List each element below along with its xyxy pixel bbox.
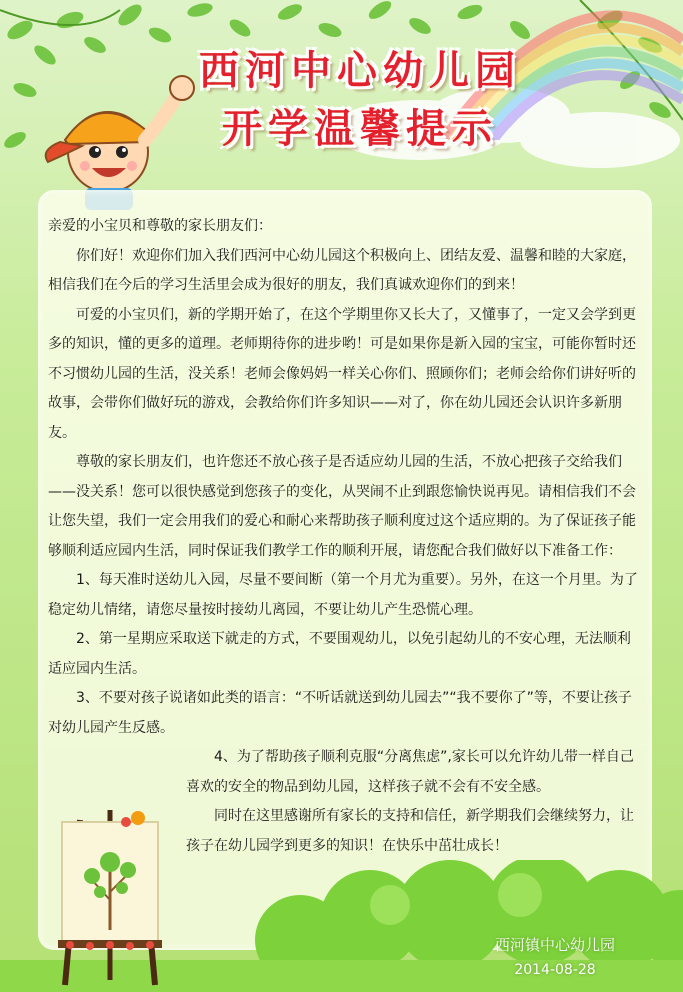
letter-body: [48, 212, 644, 861]
list-item-3: 3、不要对孩子说诸如此类的语言：“不听话就送到幼儿园去”“我不要你了”等，不要让孩子对幼儿园产生反感。: [48, 690, 632, 736]
title-line-notice: 开学温馨提示: [222, 105, 498, 152]
signature-name: 西河镇中心幼儿园: [494, 936, 615, 954]
paragraph-welcome: 你们好！欢迎你们加入我们西河中心幼儿园这个积极向上、团结友爱、温馨和睦的大家庭，相信我们在今后的学习生活里会成为很好的朋友，我们真诚欢迎你们的到来！: [48, 247, 636, 293]
list-item-1: 1、每天准时送幼儿入园，尽量不要间断（第一个月尤为重要）。另外，在这一个月里。为了稳定幼儿情绪，请您尽量按时接幼儿离园，不要让幼儿产生恐慌心理。: [48, 572, 638, 618]
poster-title: [150, 42, 570, 158]
paragraph-parents: 尊敬的家长朋友们，也许您还不放心孩子是否适应幼儿园的生活，不放心把孩子交给我们——没关系！您可以很快感觉到您孩子的变化，从哭闹不止到跟您愉快说再见。请相信我们不会让您失望，我们一定会用我们的爱心和耐心来帮助孩子顺利度过这个适应期的。为了保证孩子能够顺利适应园内生活，同时保证我们教学工作的顺利开展，请您配合我们做好以下准备工作：: [48, 454, 636, 559]
greeting: 亲爱的小宝贝和尊敬的家长朋友们：: [48, 218, 272, 234]
easel-icon: [50, 800, 170, 990]
signature-date: 2014-08-28: [514, 962, 596, 978]
paragraph-children: 可爱的小宝贝们，新的学期开始了，在这个学期里你又长大了，又懂事了，一定又会学到更多的知识，懂的更多的道理。老师期待你的进步哟！可是如果你是新入园的宝宝，可能你暂时还不习惯幼儿园的生活，没关系！老师会像妈妈一样关心你们、照顾你们；老师会给你们讲好听的故事，会带你们做好玩的游戏，会教给你们许多知识——对了，你在幼儿园还会认识许多新朋友。: [48, 306, 636, 441]
title-line-kindergarten: 西河中心幼儿园: [199, 47, 521, 94]
list-item-2: 2、第一星期应采取送下就走的方式，不要围观幼儿，以免引起幼儿的不安心理，无法顺利适应园内生活。: [48, 631, 631, 677]
list-item-4: 4、为了帮助孩子顺利克服“分离焦虑”,家长可以允许幼儿带一样自己喜欢的安全的物品到幼儿园，这样孩子就不会有不安全感。: [186, 749, 634, 795]
closing-paragraph: 同时在这里感谢所有家长的支持和信任，新学期我们会继续努力，让孩子在幼儿园学到更多的知识！在快乐中茁壮成长！: [186, 808, 634, 854]
